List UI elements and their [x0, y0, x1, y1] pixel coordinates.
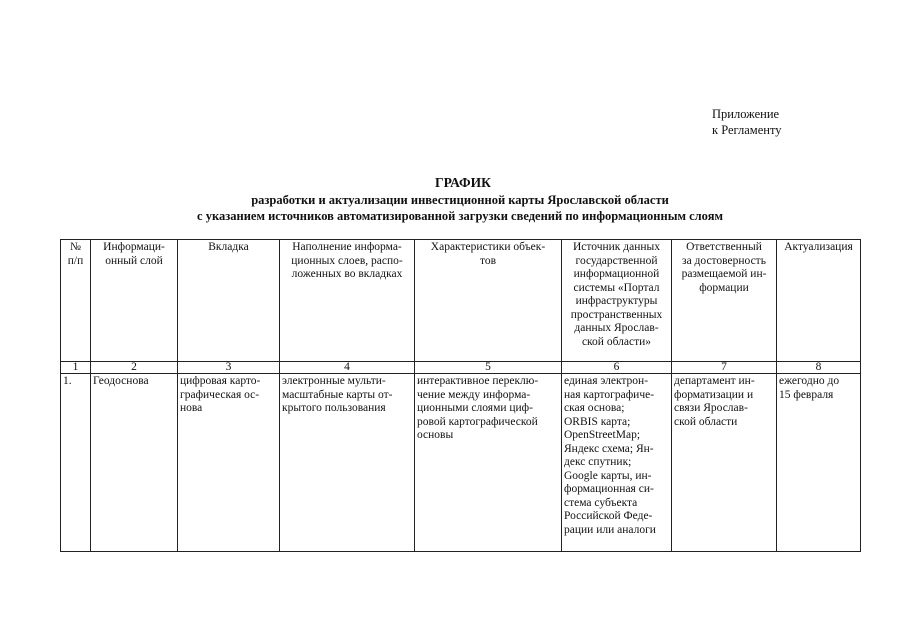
cell-text-line: онный слой: [105, 254, 163, 267]
cell-text-line: крытого пользования: [282, 402, 386, 414]
cell-text-line: государственной: [575, 254, 658, 267]
responsible-cell: [672, 374, 777, 552]
cell-text-line: Актуализация: [784, 241, 853, 253]
column-number-cell: 3: [178, 362, 280, 374]
cell-text-line: 15 февраля: [779, 388, 834, 401]
cell-text-line: Информаци-: [103, 241, 165, 253]
cell-text-line: п/п: [67, 254, 84, 267]
source-cell: [562, 374, 672, 552]
cell-text-line: нова: [180, 402, 203, 414]
cell-text-line: Источник данных: [572, 241, 661, 253]
appendix-line-1: Приложение: [712, 107, 780, 121]
cell-text-line: OpenStreetMap;: [564, 429, 641, 441]
cell-text-line: Google карты, ин-: [564, 469, 652, 482]
cell-text-line: Ответственный: [686, 241, 762, 253]
cell-text-line: тов: [479, 254, 497, 267]
cell-text-line: чение между информа-: [417, 388, 531, 401]
column-number-cell: 6: [562, 362, 672, 374]
cell-text-line: основы: [417, 429, 454, 441]
column-number-cell: 2: [91, 362, 178, 374]
cell-text-line: ORBIS карта;: [564, 415, 631, 428]
cell-text-line: ская основа;: [564, 402, 625, 414]
column-number-cell: 5: [415, 362, 562, 374]
cell-text-line: интерактивное переклю-: [417, 375, 539, 387]
cell-text-line: формационная си-: [564, 483, 654, 495]
document-title: ГРАФИК: [435, 175, 491, 190]
document-subtitle-1: разработки и актуализации инвестиционной карты Ярославской области: [251, 192, 669, 207]
cell-text-line: ложенных во вкладках: [291, 268, 403, 280]
header-cell: [672, 240, 777, 362]
appendix-line-2: к Регламенту: [712, 123, 782, 137]
header-cell: [61, 240, 91, 362]
cell-text-line: ежегодно до: [779, 375, 840, 387]
column-number-cell: 7: [672, 362, 777, 374]
cell-text-line: масштабные карты от-: [282, 388, 393, 401]
appendix-note: [712, 106, 782, 138]
table-row: [61, 374, 861, 552]
cell-text-line: Российской Феде-: [564, 510, 653, 522]
column-number-cell: 4: [280, 362, 415, 374]
content-cell: [280, 374, 415, 552]
cell-text-line: инфраструктуры: [575, 295, 658, 307]
cell-text-line: декс спутник;: [564, 456, 632, 468]
column-number-row: [61, 362, 861, 374]
cell-text-line: Вкладка: [208, 241, 249, 253]
tab-cell: [178, 374, 280, 552]
document-heading: [60, 175, 860, 225]
header-cell: [91, 240, 178, 362]
cell-text-line: форматизации и: [674, 388, 754, 401]
row-number: 1.: [61, 374, 91, 552]
cell-text-line: пространственных: [570, 308, 663, 321]
cell-text-line: цифровая карто-: [180, 375, 261, 387]
cell-text-line: размещаемой ин-: [681, 268, 767, 280]
cell-text-line: информационной: [573, 268, 660, 280]
cell-text-line: рации или аналоги: [564, 523, 656, 536]
cell-text-line: Характеристики объек-: [430, 241, 546, 253]
cell-text-line: формации: [699, 281, 749, 294]
cell-text-line: электронные мульти-: [282, 375, 386, 387]
characteristics-cell: [415, 374, 562, 552]
cell-text-line: графическая ос-: [180, 388, 260, 401]
cell-text-line: №: [70, 241, 81, 253]
layer-cell: Геодоснова: [91, 374, 178, 552]
cell-text-line: ная картографиче-: [564, 388, 655, 401]
cell-text-line: стема субъекта: [564, 496, 638, 509]
table-header-row: [61, 240, 861, 362]
cell-text-line: департамент ин-: [674, 375, 755, 387]
header-cell: [178, 240, 280, 362]
cell-text-line: ционными слоями циф-: [417, 402, 533, 414]
cell-text-line: Наполнение информа-: [292, 241, 402, 253]
column-number-cell: 1: [61, 362, 91, 374]
cell-text-line: Яндекс схема; Ян-: [564, 442, 654, 455]
update-cell: [777, 374, 861, 552]
cell-text-line: связи Ярослав-: [674, 402, 748, 414]
column-number-cell: 8: [777, 362, 861, 374]
header-cell: [280, 240, 415, 362]
cell-text-line: ционных слоев, распо-: [291, 254, 403, 267]
cell-text-line: за достоверность: [682, 254, 766, 267]
header-cell: [415, 240, 562, 362]
header-cell: [562, 240, 672, 362]
cell-text-line: данных Ярослав-: [574, 322, 659, 334]
cell-text-line: единая электрон-: [564, 375, 649, 387]
document-subtitle-2: с указанием источников автоматизированной загрузки сведений по информационным слоям: [197, 209, 723, 223]
cell-text-line: ской области: [674, 415, 738, 428]
cell-text-line: ровой картографической: [417, 415, 538, 428]
cell-text-line: ской области»: [581, 335, 652, 348]
cell-text-line: системы «Портал: [573, 281, 660, 294]
header-cell: [777, 240, 861, 362]
schedule-table: [60, 239, 861, 552]
